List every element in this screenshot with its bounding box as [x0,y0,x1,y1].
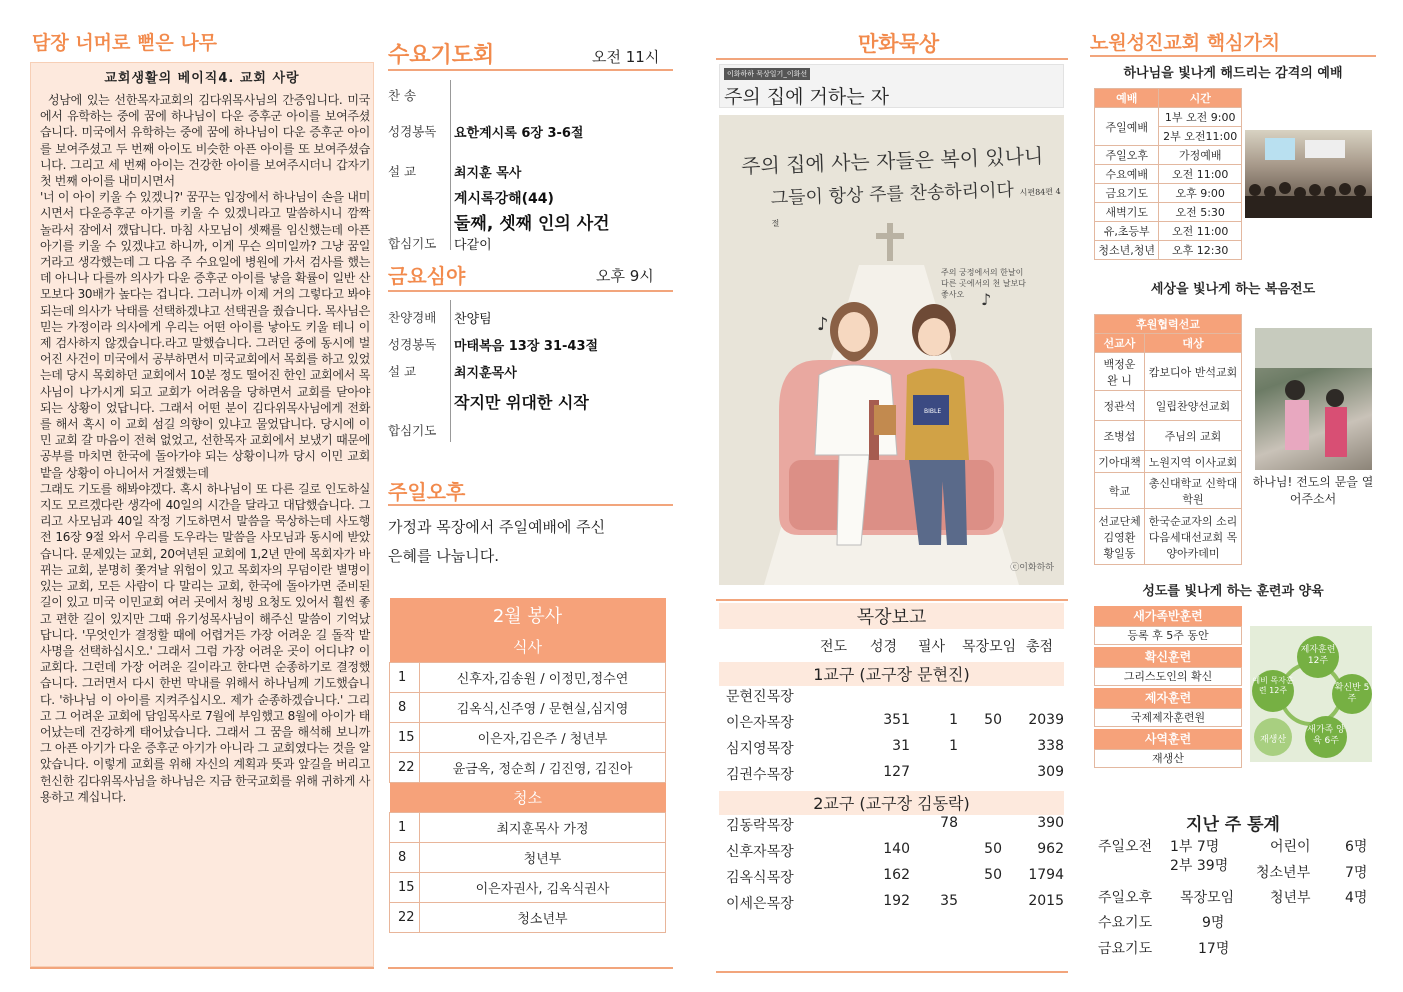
table-row [1095,241,1242,260]
names-cell: 이은자권사, 김옥식권사 [420,872,666,902]
stat-value: 6명 [1345,839,1368,855]
mokjang-value: 962 [1037,841,1064,857]
table-row [390,662,666,692]
col1-bottom-rule [30,967,374,969]
mokjang-value: 140 [883,841,910,857]
evangelism-caption: 하나님! 전도의 문을 열어주소서 [1252,475,1374,506]
stat-value: 9명 [1202,915,1225,931]
value3: 성도를 빛나게 하는 훈련과 양육 [1142,584,1324,599]
table-row [390,752,666,782]
col1-title: 담장 너머로 뻗은 나무 [32,32,218,54]
mission-target: 일립찬양선교회 [1145,391,1242,421]
mokjang-value: 162 [883,867,910,883]
worship-photo [1245,130,1372,218]
mission-col-header: 선교사 [1095,334,1145,353]
worship-col-header: 예배 [1095,89,1159,108]
article-paragraph: 성남에 있는 선한목자교회의 김다위목사님의 간증입니다. 미국에서 유학하는 중에 꿈에 하나님이 다운 증후군 아이를 보여주셨습니다. 미국에서 유학하는 중에 꿈에 하나님이 다운 증후군 아이를 보여주셨고 두 번째 아이도 비슷한 아픈 아이를 또 보여주셨습니다. 그리고 세 번째 아이는 건강한 아이를 보여주시더니 갑자기 첫 번째 아이를 내미시면서 [40,93,370,189]
mokjang-value: 50 [984,867,1002,883]
mokjang-row [724,764,1064,788]
core-rule [1090,55,1376,57]
missionary: 조병섭 [1095,421,1145,451]
article-paragraph: '너 이 아이 키울 수 있겠니?' 꿈꾸는 입장에서 하나님이 손을 내미시면서 다운증후군 아기를 키울 수 있겠니라고 말씀하시니 깜짝 놀라서 잠에서 깼답니다. 마침 사모님이 셋째를 임신했는데 아픈 아기를 키울 수 있겠냐고 하니까, 이게 무슨 의미일까? 그냥 꿈일 거라고 생각했는데 그 다음 주 수요일에 병원에 가서 검사를 했는데 아니나 다를까 의사가 다운 증후군 아이를 낳을 확률이 일반 산모보다 30배가 높다는 겁니다. 그러니까 이제 거의 그렇다고 봐야 되는데 의사가 낙태를 선택하겠냐고 선택권을 줬습니다. 목사님은 믿는 가정이라 의사에게 우리는 어떤 아이를 낳아도 키울 테니 이제 검사하지 않겠습니다.라고 말했습니다. 그러던 중에 동시에 벌어진 사건이 미국에서 공부하면서 미국교회에서 목회를 하고 있었는데 당시 목회하던 교회에서 10분 정도 떨어진 한인 교회에서 목사님이 나가시게 되고 교회가 어려움을 당하면서 교회를 닫아야 되는 상황이 었답니다. 그래서 어떤 분이 김다위목사님에게 전화를 해서 혹시 이 교회 섬길 의향이 있냐고 물었답니다. 당시에 이민 교회 갈 마음이 전혀 없었고, 선한목자 교회에서 보냈기 때문에 공부를 마치면 한국에 돌아가야 되는 상황이니까 당시 이민 교회 밭을 상황이 아니어서 거절했는데 [40,190,370,480]
col-header: 성경 [870,639,898,655]
sermon-title: 작지만 위대한 시작 [454,393,589,412]
mokjang-value: 192 [883,893,910,909]
col3-bottom-rule [716,971,1068,973]
missionary: 학교 [1095,473,1145,509]
date-cell: 15 [390,872,420,902]
verse-line1: 주의 집에 사는 자들은 복이 있나니 [740,143,1044,179]
table-row [1095,165,1242,184]
mokjang-row [724,738,1064,762]
stat-label: 어린이 [1270,839,1311,855]
date-cell: 22 [390,752,420,782]
district-2-header: 2교구 (교구장 김동락) [719,791,1064,815]
worship-time: 오후 9:00 [1159,184,1242,203]
table-row [1095,146,1242,165]
mokjang-value: 1794 [1028,867,1064,883]
row-label: 찬양경배 [388,310,437,325]
mokjang-value: 1 [949,712,958,728]
col-header: 목장모임 [962,639,1017,655]
mokjang-value: 351 [883,712,910,728]
article-paragraph: 그래도 기도를 해봐야겠다. 혹시 하나님이 또 다른 길로 인도하실지도 모르겠다란 생각에 40일의 시간을 달라고 대답했습니다. 그리고 사모님과 40일 작정 기도하면서 말씀을 묵상하는데 사도행전 16장 9절 와서 우리를 도우라는 말씀을 사모님과 동시에 받았습니다. 문제있는 교회, 20여년된 교회에 1,2년 만에 목회자가 바뀌는 교회, 분명히 쫓겨날 위험이 있고 목회자의 무덤이란 별명이 있는 교회, 모든 사람이 다 말리는 교회, 한국에 돌아가면 준비된 길이 있고 미국 이민교회 여러 곳에서 청빙 요청도 있어서 훨씬 좋고 편한 길이 있지만 그때 유기성목사님이 해주신 말씀이 기억났답니다. '무엇인가 결정할 때에 어렵거든 가장 어려운 길 돌작 밭 사명을 선택하십시오.' 그래서 그럼 가장 어려운 곳이 어디냐? 이 교회다. 그런데 가장 어려운 길이라고 한다면 순종하기로 결정했습니다. 그러면서 다시 한번 막내를 위해서 하나님께 기도했습니다. '하나님 이 아이를 지켜주십시오. 제가 순종하겠습니다.' 그리고 그 어려운 교회에 담임목사로 7월에 부임했고 8월에 아이가 태어났는데 건강하게 태어났습니다. 그래서 그 꿈을 해석해 보니까 그 아픈 아기가 다운 증후군 아기가 아니라 그 교회였다는 것을 알았습니다. 이렇게 교회를 위해 자신의 계획과 뜻과 앞길을 버리고 헌신한 김다위목사님을 하나님은 지금 한국교회를 위해 귀하게 사용하고 계십니다. [40,481,370,804]
mokjang-value: 50 [984,712,1002,728]
worship-photo-svg [1245,130,1372,218]
names-cell: 청소년부 [420,902,666,932]
table-row [390,872,666,902]
wed-title: 수요기도회 [388,43,495,68]
mokjang-rule [716,599,1068,601]
article-body [31,86,373,805]
circle-leader: 예비 목자훈련 12주 [1252,670,1294,712]
evangelism-photo-svg [1255,328,1372,470]
stat-label: 청년부 [1270,890,1311,906]
duty-title: 2월 봉사 [390,598,666,632]
mokjang-value: 127 [883,764,910,780]
stat-label: 주일오후 [1098,890,1153,906]
fri-rule [388,290,673,292]
mokjang-name: 이세은목장 [726,896,794,912]
worship-name: 유,초등부 [1095,222,1159,241]
bible-label: BIBLE [924,408,942,415]
cartoon-rule [716,58,1068,60]
worship-time: 오전 11:00 [1159,222,1242,241]
stat-label: 수요기도 [1098,915,1153,931]
svg-text:♪: ♪ [817,314,829,335]
stat-value: 7명 [1345,865,1368,881]
names-cell: 최지훈목사 가정 [420,812,666,842]
table-row [1095,108,1242,127]
table-row [1095,509,1242,565]
meal-header: 식사 [390,632,666,662]
circle-newfamily: 새가족 양육 6주 [1305,716,1347,758]
cartoon-subtitle: 주의 집에 거하는 자 [724,86,889,108]
stat-value: 목장모임 [1180,890,1235,906]
table-row [1095,353,1242,391]
table-row [390,722,666,752]
col-header: 총점 [1026,639,1054,655]
district-1-header: 1교구 (교구장 문현진) [719,662,1064,686]
worship-name: 금요기도 [1095,184,1159,203]
missionary: 선교단체 김영환 황일동 [1095,509,1145,565]
mokjang-value: 2015 [1028,893,1064,909]
circle-reproduce: 재생산 [1254,718,1292,756]
worship-time: 2부 오전11:00 [1159,127,1242,146]
mokjang-row [724,893,1064,917]
wed-divider [450,80,451,250]
cartoon-header-box [719,64,1064,108]
date-cell: 1 [390,812,420,842]
table-row [1095,203,1242,222]
missionary: 백정운 완 니 [1095,353,1145,391]
mokjang-value: 2039 [1028,712,1064,728]
row-label: 찬 송 [388,88,417,103]
fri-title: 금요심야 [388,264,466,288]
mokjang-name: 문현진목장 [726,689,794,705]
sermon-title: 둘째, 셋째 인의 사건 [454,214,610,234]
mokjang-col-headers [724,636,1064,656]
row-label: 설 교 [388,164,417,179]
cartoon-title: 만화묵상 [858,32,940,56]
sunpm-line1: 가정과 목장에서 주일예배에 주신 [388,518,606,536]
missionary: 기아대책 [1095,451,1145,473]
mission-table [1094,314,1242,565]
row-label: 성경봉독 [388,337,437,352]
names-cell: 이은자,김은주 / 청년부 [420,722,666,752]
value1: 하나님을 빛나게 해드리는 감격의 예배 [1123,66,1343,81]
mokjang-value: 1 [949,738,958,754]
verse-line2-text: 그들이 항상 주를 찬송하리이다 [770,179,1015,210]
mission-target: 총신대학교 신학대학원 [1145,473,1242,509]
worship-time: 오전 11:00 [1159,165,1242,184]
mission-target: 한국순교자의 소리 다음세대선교회 목양아카데미 [1145,509,1242,565]
stat-value: 2부 39명 [1170,858,1229,874]
article-heading: 교회생활의 베이직4. 교회 사랑 [104,71,300,86]
side-verse: 주의 궁정에서의 한날이 다른 곳에서의 천 날보다 좋사오 [941,268,1026,299]
training-header: 확신훈련 [1094,647,1242,667]
table-row [1095,222,1242,241]
col-header: 전도 [820,639,848,655]
date-cell: 15 [390,722,420,752]
training-header: 새가족반훈련 [1094,606,1242,626]
mokjang-value: 338 [1037,738,1064,754]
worship-time: 1부 오전 9:00 [1159,108,1242,127]
row-label: 성경봉독 [388,124,437,139]
names-cell: 김옥식,신주영 / 문현실,심지영 [420,692,666,722]
mokjang-value: 78 [940,815,958,831]
table-row [1095,184,1242,203]
worship-time: 가정예배 [1159,146,1242,165]
stats-title: 지난 주 통계 [1186,815,1280,835]
sunpm-line2: 은혜를 나눕니다. [388,547,499,565]
date-cell: 8 [390,692,420,722]
col1-article [30,62,374,967]
mokjang-value: 309 [1037,764,1064,780]
date-cell: 22 [390,902,420,932]
table-row [390,902,666,932]
mokjang-row [724,841,1064,865]
mokjang-name: 김권수목장 [726,767,794,783]
row-label: 설 교 [388,364,417,379]
date-cell: 8 [390,842,420,872]
col-header: 필사 [918,639,946,655]
mokjang-name: 김동락목장 [726,818,794,834]
table-row [1095,421,1242,451]
clean-header: 청소 [390,782,666,812]
table-row [1095,391,1242,421]
training-diagram [1250,626,1372,762]
mokjang-value: 35 [940,893,958,909]
mokjang-value: 390 [1037,815,1064,831]
row-value: 요한계시록 6장 3-6절 [454,126,584,141]
table-row [390,692,666,722]
sermon-series: 계시록강해(44) [454,191,554,207]
stat-value: 17명 [1198,941,1230,957]
wed-time: 오전 11시 [592,48,660,66]
worship-name: 주일예배 [1095,108,1159,146]
worship-name: 새벽기도 [1095,203,1159,222]
stat-label: 금요기도 [1098,941,1153,957]
mokjang-row [724,867,1064,891]
mokjang-name: 심지영목장 [726,741,794,757]
verse-ref: 시편84편 4절 [771,186,1061,229]
cartoon-tag: 이화하하 묵상일기_이화선 [724,68,810,80]
training-header: 사역훈련 [1094,729,1242,749]
worship-name: 주일오후 [1095,146,1159,165]
names-cell: 윤금옥, 정순희 / 김진영, 김진아 [420,752,666,782]
mission-col-header: 대상 [1145,334,1242,353]
mokjang-row [724,686,1064,710]
fri-time: 오후 9시 [596,267,654,285]
training-desc: 국제제자훈련원 [1094,708,1242,727]
circle-discipleship: 제자훈련 12주 [1297,636,1339,678]
training-desc: 그리스도인의 확신 [1094,667,1242,686]
missionary: 정관석 [1095,391,1145,421]
worship-col-header: 시간 [1159,89,1242,108]
duty-table [389,598,666,933]
worship-name: 수요예배 [1095,165,1159,184]
stat-value: 4명 [1345,890,1368,906]
mission-header: 후원협력선교 [1095,315,1242,334]
col2-bottom-rule [388,967,673,969]
row-value: 최지훈 목사 [454,166,522,181]
mokjang-value: 50 [984,841,1002,857]
evangelism-photo [1255,328,1372,470]
row-label: 합심기도 [388,236,437,251]
artist-signature: ⓒ이화하하 [1010,563,1054,573]
mokjang-row [724,815,1064,839]
worship-name: 청소년,청년 [1095,241,1159,260]
worship-time: 오후 12:30 [1159,241,1242,260]
training-desc: 등록 후 5주 동안 [1094,626,1242,645]
stat-value: 1부 7명 [1170,839,1220,855]
row-label: 합심기도 [388,423,437,438]
mission-target: 노원지역 이사교회 [1145,451,1242,473]
svg-text:♪: ♪ [981,290,992,309]
mokjang-title-bar: 목장보고 [719,603,1064,629]
mokjang-row [724,712,1064,736]
row-value: 다같이 [454,238,492,253]
training-header: 제자훈련 [1094,688,1242,708]
circle-assurance: 확신반 5주 [1332,674,1372,714]
training-desc: 재생산 [1094,749,1242,768]
mission-target: 주님의 교회 [1145,421,1242,451]
worship-time: 오전 5:30 [1159,203,1242,222]
worship-table [1094,88,1242,260]
cartoon-illustration [719,115,1064,585]
date-cell: 1 [390,662,420,692]
mokjang-name: 이은자목장 [726,715,794,731]
names-cell: 신후자,김송원 / 이정민,정수연 [420,662,666,692]
wed-rule [388,69,673,71]
row-value: 최지훈목사 [454,366,517,381]
core-title: 노원성진교회 핵심가치 [1090,32,1281,54]
row-value: 마태복음 13장 31-43절 [454,339,599,354]
stat-label: 주일오전 [1098,839,1153,855]
stat-label: 청소년부 [1256,865,1311,881]
table-row [390,812,666,842]
mokjang-name: 신후자목장 [726,844,794,860]
row-value: 찬양팀 [454,312,492,327]
table-row [390,842,666,872]
value2: 세상을 빛나게 하는 복음전도 [1150,282,1316,297]
sunpm-rule [388,504,673,506]
table-row [1095,473,1242,509]
mokjang-name: 김옥식목장 [726,870,794,886]
mission-target: 캄보디아 반석교회 [1145,353,1242,391]
names-cell: 청년부 [420,842,666,872]
fri-divider [450,300,451,442]
mokjang-value: 31 [892,738,910,754]
sunpm-title: 주일오후 [388,480,466,504]
table-row [1095,451,1242,473]
